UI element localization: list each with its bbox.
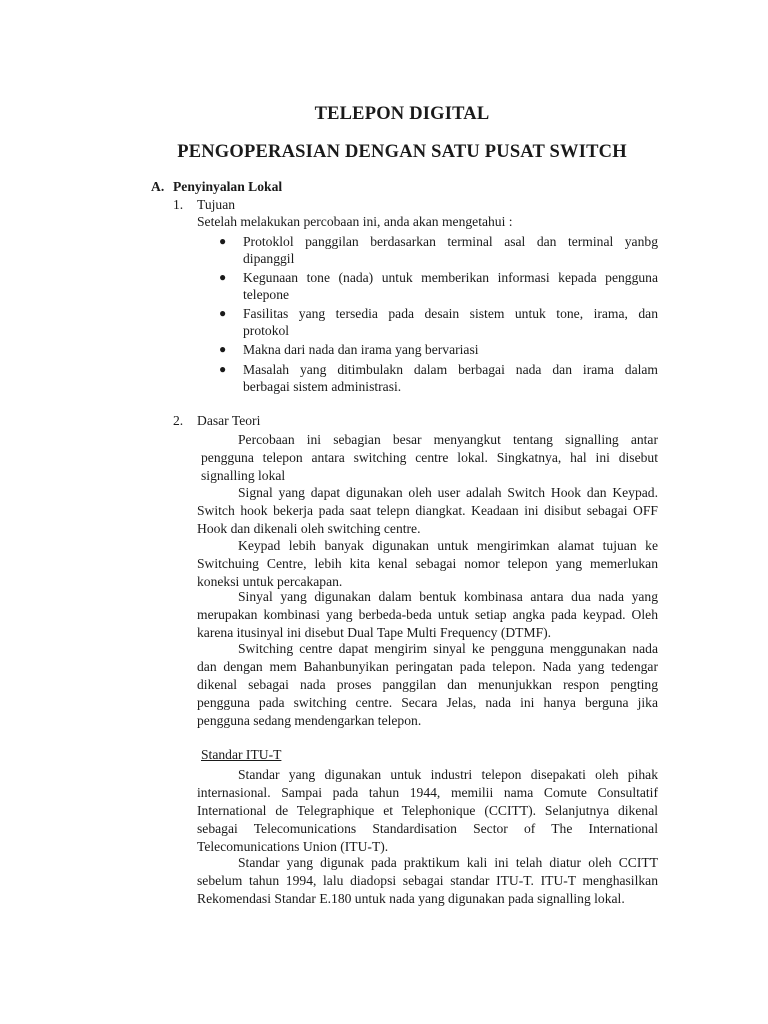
text-line: dikenal sebagai nada proses panggilan dan menunjukkan respon pengting — [197, 677, 658, 692]
text-line: Percobaan ini sebagian besar menyangkut tentang signalling antar — [238, 432, 658, 447]
text-line: sebagai Telecomunications Standardisation Sector of The International — [197, 821, 658, 836]
item1-heading: Tujuan — [197, 197, 236, 212]
text-line: merupakan kombinasi yang berbeda-beda untuk setiap angka pada keypad. Oleh — [197, 607, 658, 622]
text-line: Switching centre dapat mengirim sinyal ke pengguna menggunakan nada — [238, 641, 658, 656]
bullet-5-line1: Masalah yang ditimbulakn dalam berbagai nada dan irama dalam — [243, 362, 658, 377]
theory-paragraph-2 — [197, 484, 658, 538]
section-a-letter: A. — [151, 179, 165, 194]
text-line: pengguna sedang mendengarkan telepon. — [197, 713, 422, 728]
text-line: Standar yang digunakan untuk industri telepon disepakati oleh pihak — [238, 767, 658, 782]
theory-paragraph-3 — [197, 537, 658, 591]
text-line: pengguna pada switching centre. Secara Jelas, nada ini hanya berguna jika — [197, 695, 658, 710]
text-line: dan dengan mem Bahanbunyikan peringatan pada telepon. Nada yang tedengar — [197, 659, 658, 674]
bullet-2-line1: Kegunaan tone (nada) untuk memberikan informasi kepada pengguna — [243, 270, 658, 285]
standar-paragraph-2 — [197, 854, 658, 908]
bullet-5-line2: berbagai sistem administrasi. — [243, 379, 402, 394]
text-line: Standar yang digunak pada praktikum kali ini telah diatur oleh CCITT — [238, 855, 658, 870]
text-line: Keypad lebih banyak digunakan untuk mengirimkan alamat tujuan ke — [238, 538, 658, 553]
standar-paragraph-1 — [197, 766, 658, 856]
text-line: karena itusinyal ini disebut Dual Tape Multi Frequency (DTMF). — [197, 625, 552, 640]
text-line: Rekomendasi Standar E.180 untuk nada yang digunakan pada signalling lokal. — [197, 891, 625, 906]
item1-intro: Setelah melakukan percobaan ini, anda akan mengetahui : — [197, 214, 513, 229]
item2-heading: Dasar Teori — [197, 413, 261, 428]
item2-number: 2. — [173, 413, 184, 428]
bullet-1-line1: Protoklol panggilan berdasarkan terminal asal dan terminal yanbg — [243, 234, 658, 249]
theory-paragraph-5 — [197, 640, 658, 730]
document-title: TELEPON DIGITAL — [314, 104, 490, 124]
bullet-icon: ● — [219, 342, 227, 356]
text-line: Switch hook bekerja pada saat telepn diangkat. Keadaan ini disibut sebagai OFF — [197, 503, 658, 518]
item1-number: 1. — [173, 197, 184, 212]
theory-paragraph-1 — [201, 431, 658, 485]
bullet-3-line1: Fasilitas yang tersedia pada desain sistem untuk tone, irama, dan — [243, 306, 658, 321]
text-line: Sinyal yang digunakan dalam bentuk kombinasa antara dua nada yang — [238, 589, 658, 604]
document-subtitle: PENGOPERASIAN DENGAN SATU PUSAT SWITCH — [177, 142, 627, 162]
bullet-3-line2: protokol — [243, 323, 290, 338]
bullet-icon: ● — [219, 306, 227, 320]
text-line: pengguna telepon antara switching centre lokal. Singkatnya, hal ini disebut — [201, 450, 658, 465]
text-line: Switchuing Centre, lebih kita kenal sebagai nomor telepon yang memerlukan — [197, 556, 658, 571]
bullet-icon: ● — [219, 362, 227, 376]
text-line: Signal yang dapat digunakan oleh user adalah Switch Hook dan Keypad. — [238, 485, 658, 500]
text-line: internasional. Sampai pada tahun 1944, memilii nama Comute Consultatif — [197, 785, 658, 800]
bullet-icon: ● — [219, 234, 227, 248]
text-line: Telecomunications Union (ITU-T). — [197, 839, 389, 854]
text-line: Hook dan dikenali oleh switching centre. — [197, 521, 421, 536]
bullet-1-line2: dipanggil — [243, 251, 295, 266]
standar-heading: Standar ITU-T — [201, 747, 282, 762]
theory-paragraph-4 — [197, 588, 658, 642]
text-line: International de Telegraphique et Telephonique (CCITT). Selanjutnya dikenal — [197, 803, 658, 818]
text-line: sebelum tahun 1994, lalu diadopsi sebagai standar ITU-T. ITU-T menghasilkan — [197, 873, 658, 888]
bullet-2-line2: telepone — [243, 287, 290, 302]
text-line: signalling lokal — [201, 468, 286, 483]
text-line: koneksi untuk percakapan. — [197, 574, 343, 589]
section-a-heading: Penyinyalan Lokal — [173, 179, 283, 194]
bullet-4-line1: Makna dari nada dan irama yang bervariasi — [243, 342, 479, 357]
bullet-icon: ● — [219, 270, 227, 284]
